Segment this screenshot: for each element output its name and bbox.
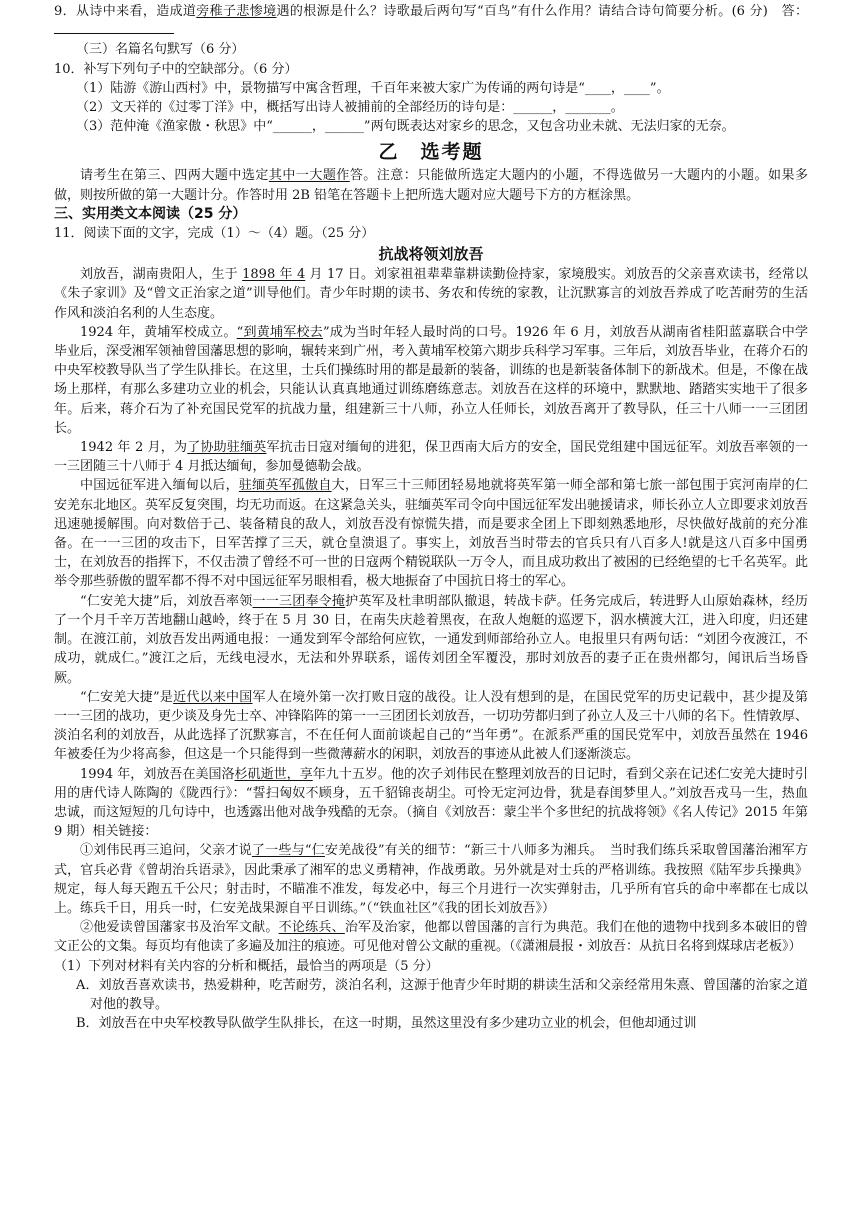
article-paragraph-1 [54, 265, 808, 323]
link2-underlined: 不论练兵、 [278, 920, 345, 936]
question-9 [54, 2, 808, 40]
question-10-item-3: （3）范仲淹《渔家傲・秋思》中“______，______”两句既表达对家乡的思念，又包含功业未就、无法归家的无奈。 [76, 119, 735, 135]
p4-underlined: 驻缅英军孤傲自 [238, 478, 332, 494]
article-paragraph-2 [54, 323, 808, 438]
link1-underlined: 了一些与“仁 [251, 843, 325, 859]
p6-a: “仁安羌大捷”是 [80, 689, 174, 705]
instr-b: 答。注意：只能做所选定大题内的小题，不得选做另一大题内的小题。如果多做，则按所做的第一大题计分。作答时用 2B 铅笔在答题卡上把所选大题对应大题号下方的方框涂黑。 [54, 168, 808, 203]
article-paragraph-5 [54, 592, 808, 688]
p3-a: 1942 年 2 月，为 [80, 440, 188, 456]
p2-a: 1924 年，黄埔军校成立。 [80, 324, 237, 340]
q9-underlined: 旁稚子悲惨境 [196, 4, 277, 19]
option-b: B．刘放吾在中央军校教导队做学生队排长，在这一时期，虽然这里没有多少建功立业的机会，但他却通过训 [76, 1016, 697, 1032]
article-paragraph-3 [54, 438, 808, 476]
p7-underlined: 杉矶逝世，享 [234, 766, 313, 782]
article-paragraph-4 [54, 476, 808, 591]
p5-b: 护英军及杜聿明部队撤退，转战卡萨。任务完成后，转进野人山原始森林，经历了一个月千辛万苦地翻山越岭，终于在 5 月 30 日，在南失庆趁着黑夜，在敌人炮艇的巡逻下，泅水横渡大江，进入印度，归还建制。在渡江前，刘放吾发出两通电报：一通发到军令部给何应钦，一通发到师部给孙立人。电报里只有两句话：“刘团今夜渡江，不成功，就成仁。”渡江之后，无线电浸水，无法和外界联系，谣传刘团全军覆没，那时刘放吾的妻子正在贵州都匀，闻讯后当场昏厥。 [54, 593, 808, 686]
article-title: 抗战将领刘放吾 [378, 245, 484, 264]
q9-text-b: 遇的根源是什么？诗歌最后两句写“百鸟”有什么作用？请结合诗句简要分析。(6 分) 答： [276, 4, 808, 19]
article-paragraph-7 [54, 765, 808, 842]
q9-text-a: 9．从诗中来看，造成道 [54, 4, 197, 19]
link2-b: 治军及治家，他都以曾国藩的言行为典范。我们在他的遗物中找到多本破旧的曾文正公的文集。每页均有他读了多遍及加注的痕迹。可见他对曾公文献的重视。（《潇湘晨报・刘放吾：从抗日名将到煤球店老板》） [54, 920, 808, 955]
p2-underlined: “到黄埔军校去 [236, 324, 324, 340]
part-title: 乙 选考题 [378, 141, 484, 164]
p7-a: 1994 年，刘放吾在美国洛 [80, 766, 235, 782]
section-3-heading: （三）名篇名句默写（6 分） [76, 42, 245, 58]
sub-question-1-stem: （1）下列对材料有关内容的分析和概括，最恰当的两项是（5 分） [54, 958, 439, 974]
p3-b: 军抗击日寇对缅甸的进犯，保卫西南大后方的安全，国民党组建中国远征军。刘放吾率领的一一三团随三十八师于 4 月抵达缅甸，参加曼德勒会战。 [54, 440, 808, 475]
p5-underlined: 一一三团奉令掩 [252, 593, 346, 609]
p1-underlined: 1898 年 4 [242, 267, 306, 283]
instr-a: 请考生在第三、四两大题中选定 [80, 168, 269, 184]
p6-b: 军人在境外第一次打败日寇的战役。让人没有想到的是，在国民党军的历史记载中，甚少提及第一一三团的战功，更少谈及身先士卒、冲锋陷阵的第一一三团团长刘放吾，一切功劳都归到了孙立人及三十八师的名下。性情敦厚、淡泊名利的刘放吾，从此选择了沉默寡言，不在任何人面前谈起自己的“当年勇”。在派系严重的国民党军中，刘放吾虽然在 1946 年被委任为少将高参，但这是一个只能得到一些微薄薪水的闲职，刘放吾的事迹从此被人们逐渐淡忘。 [54, 689, 809, 763]
related-link-2 [54, 918, 808, 956]
question-10-item-2: （2）文天祥的《过零丁洋》中，概括写出诗人被捕前的全部经历的诗句是：______，_______。 [76, 100, 624, 116]
question-10-item-1: （1）陆游《游山西村》中，景物描写中寓含哲理，千百年来被大家广为传诵的两句诗是“____，____”。 [76, 80, 670, 96]
p7-b: 年九十五岁。他的次子刘伟民在整理刘放吾的日记时，看到父亲在记述仁安羌大捷时引用的唐代诗人陈陶的《陇西行》：“誓扫匈奴不顾身，五千貂锦丧胡尘。可怜无定河边骨，犹是春闺梦里人。”刘放吾戎马一生，热血忠诚，而这短短的几句诗中，也透露出他对战争残酷的无奈。（摘自《刘放吾：蒙尘半个多世纪的抗战将领》《名人传记》2015 年第 9 期）相关链接： [54, 766, 808, 840]
option-a: A．刘放吾喜欢读书，热爱耕种，吃苦耐劳，淡泊名利，这源于他青少年时期的耕读生活和父亲经常用朱熹、曾国藩的治家之道对他的教导。 [76, 977, 808, 1012]
p5-a: “仁安羌大捷”后，刘放吾率领 [80, 593, 253, 609]
p1-b: 月 17 日。刘家祖祖辈辈靠耕读勤俭持家，家境殷实。刘放吾的父亲喜欢读书，经常以《朱子家训》及“曾文正治家之道”训导他们。青少年时期的读书、务农和传统的家教，让沉默寡言的刘放吾养成了吃苦耐劳的生活作风和淡泊名利的人生态度。 [54, 267, 809, 321]
p4-b: 大，日军三十三师团轻易地就将英军第一师全部和第七旅一部包围于宾河南岸的仁安羌东北地区。英军反复突围，均无功而返。在这紧急关头，驻缅英军司令向中国远征军发出驰援请求，师长孙立人立即要求刘放吾迅速驰援解围。向对数倍于己、装备精良的敌人，刘放吾没有惊慌失措，而是要求全团上下即刻熟悉地形，尽快做好战前的充分准备。在一一三团的攻击下，日军苦撑了三天，就仓皇溃退了。事实上，刘放吾当时带去的官兵只有八百多人!就是这八百多中国勇士，在刘放吾的指挥下，不仅击溃了曾经不可一世的日寇两个精锐联队一万令人，而且成功救出了被困的已经绝望的七千名英军。此举令那些骄傲的盟军都不得不对中国远征军另眼相看，极大地振奋了中国抗日将士的军心。 [54, 478, 809, 590]
section-heading: 三、实用类文本阅读（25 分） [54, 205, 247, 222]
p2-b: ”成为当时年轻人最时尚的口号。1926 年 6 月，刘放吾从湖南省桂阳蓝嘉联合中学毕业后，深受湘军领袖曾国藩思想的影响，辗转来到广州，考入黄埔军校第六期步兵科学习军事。三年后，刘放吾毕业，在蒋介石的中央军校教导队当了学生队排长。在这里，士兵们操练时用的都是最新的装备，训练的也是新装备体制下的新战术。但是，不像在战场上那样，有那么多建功立业的机会，只能认认真真地通过训练磨练意志。刘放吾在这样的环境中，默默地、踏踏实实地干了很多年。后来，蒋介石为了补充国民党军的抗战力量，组建新三十八师，孙立人任师长，刘放吾离开了教导队，任三十八师一一三团团长。 [54, 324, 809, 436]
instructions [54, 166, 808, 204]
link1-a: ①刘伟民再三追问，父亲才说 [80, 843, 252, 859]
related-link-1 [54, 841, 808, 918]
p4-a: 中国远征军进入缅甸以后， [80, 478, 239, 494]
question-11-stem: 11．阅读下面的文字，完成（1）～（4）题。（25 分） [54, 226, 375, 242]
instr-underlined: 其中一大题作 [268, 168, 350, 184]
p3-underlined: 了协助驻缅英 [187, 440, 267, 456]
question-10-stem: 10．补写下列句子中的空缺部分。（6 分） [54, 61, 298, 77]
p1-a: 刘放吾，湖南贵阳人，生于 [80, 267, 243, 283]
answer-blank[interactable] [54, 21, 174, 34]
p6-underlined: 近代以来中国 [173, 689, 253, 705]
link2-a: ②他爱读曾国藩家书及治军文献。 [80, 920, 279, 936]
article-paragraph-6 [54, 688, 808, 765]
link1-b: 安羌战役”有关的细节：“新三十八师多为湘兵。 当时我们练兵采取曾国藩治湘军方式，官兵必背《曾胡治兵语录》，因此秉承了湘军的忠义勇精神，作战勇敢。另外就是对士兵的严格训练。我按照《陆军步兵操典》规定，每人每天跑五千公尺；射击时，不瞄准不准发，每发必中，每三个月进行一次实弹射击，几乎所有官兵的命中率都在七成以上。练兵千日，用兵一时，仁安羌战果源自平日训练。”（“铁血社区”《我的团长刘放吾》） [54, 843, 808, 916]
